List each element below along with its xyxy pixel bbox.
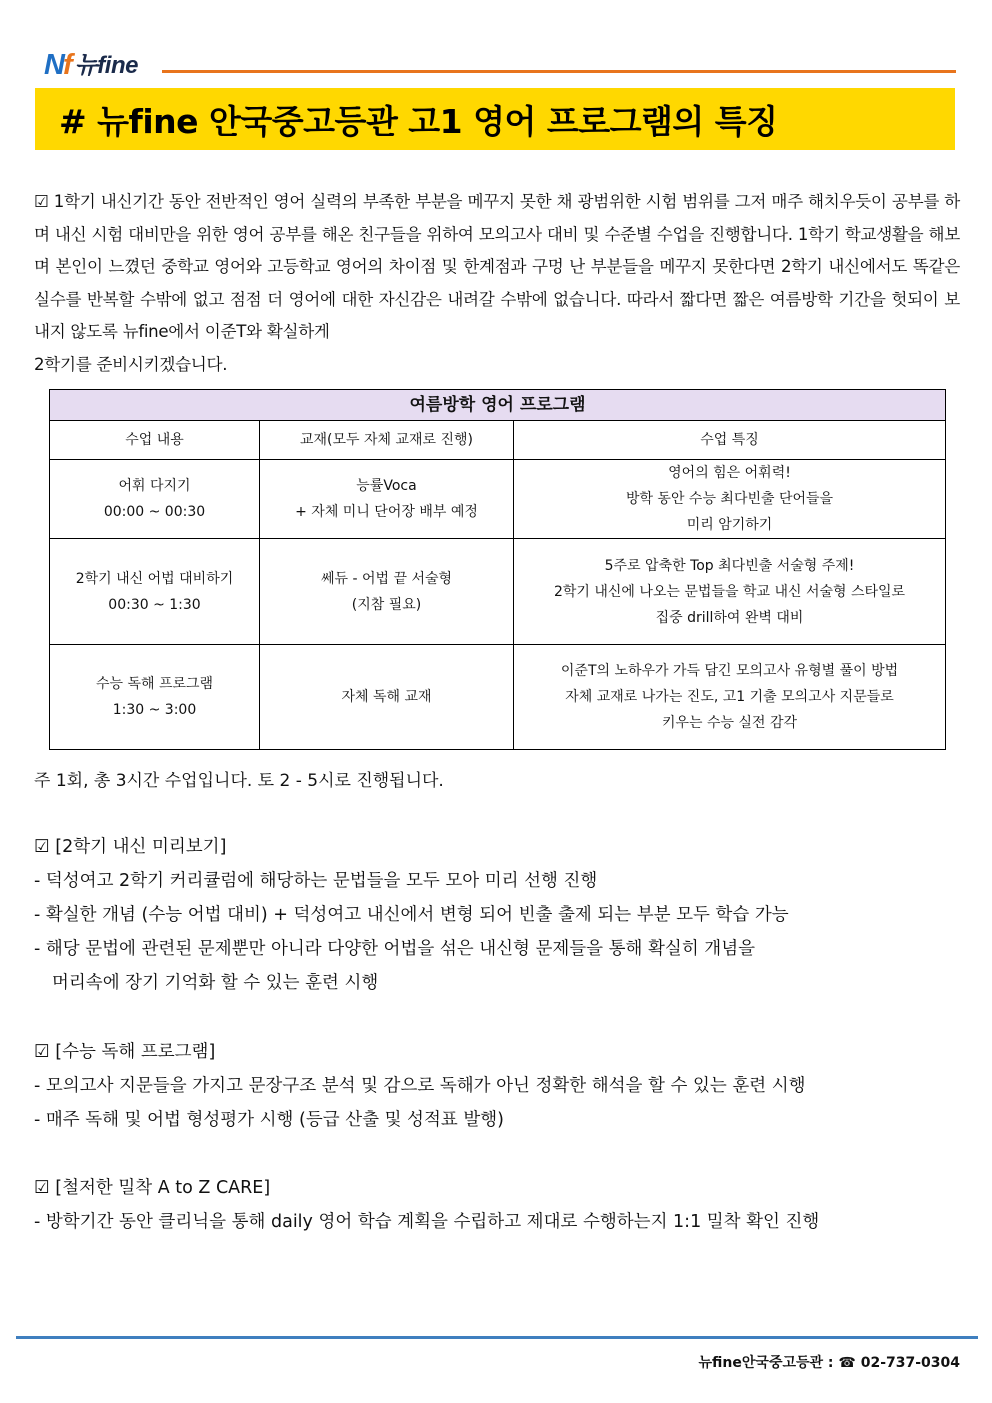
class-time: 00:30 ~ 1:30 [108, 596, 201, 613]
list-item: - 방학기간 동안 클리닉을 통해 daily 영어 학습 계획을 수립하고 제대로 수행하는지 1:1 밀착 확인 진행 [34, 1212, 820, 1232]
table-row [50, 539, 946, 645]
table-caption: 여름방학 영어 프로그램 [50, 390, 946, 421]
table-row [50, 460, 946, 539]
section-semester-preview [34, 830, 789, 1000]
feature-line: 2학기 내신에 나오는 문법들을 학교 내신 서술형 스타일로 [553, 583, 906, 600]
column-header-material: 교재(모두 자체 교재로 진행) [260, 421, 514, 460]
footer-branch: 뉴fine안국중고등관 [698, 1355, 824, 1371]
footer-divider [16, 1336, 978, 1339]
class-name: 어휘 다지기 [118, 478, 191, 494]
intro-paragraph [34, 186, 960, 381]
feature-line: 자체 교재로 나가는 진도, 고1 기출 모의고사 지문들로 [565, 689, 894, 705]
logo-text: 뉴fine [74, 52, 138, 79]
feature-line: 키우는 수능 실전 감각 [661, 715, 798, 731]
program-table [49, 389, 946, 750]
feature-line: 집중 drill하여 완벽 대비 [655, 609, 804, 626]
feature-cell [514, 645, 946, 750]
footer-contact [699, 1352, 960, 1372]
list-item: - 확실한 개념 (수능 어법 대비) + 덕성여고 내신에서 변형 되어 빈출 출제 되는 부분 모두 학습 가능 [34, 905, 789, 925]
intro-last-line: 2학기를 준비시키겠습니다. [34, 354, 228, 374]
list-item: - 해당 문법에 관련된 문제뿐만 아니라 다양한 어법을 섞은 내신형 문제들을 통해 확실히 개념을 [34, 939, 756, 959]
header-divider [162, 70, 956, 73]
feature-line: 영어의 힘은 어휘력! [668, 465, 791, 481]
feature-cell [514, 539, 946, 645]
section-reading-program [34, 1035, 806, 1137]
footer-phone: : ☎ 02-737-0304 [827, 1355, 960, 1371]
intro-text: ☑ 1학기 내신기간 동안 전반적인 영어 실력의 부족한 부분을 메꾸지 못한 채 광범위한 시험 범위를 그저 매주 해치우듯이 공부를 하며 내신 시험 대비만을 위한 영어 공부를 해온 친구들을 위하여 모의고사 대비 및 수준별 수업을 진행합니다. 1학기 학교생활을 해보며 본인이 느꼈던 중학교 영어와 고등학교 영어의 차이점 및 한계점과 구멍 난 부분들을 메꾸지 못한다면 2학기 내신에서도 똑같은 실수를 반복할 수밖에 없고 점점 더 영어에 대한 자신감은 내려갈 수밖에 없습니다. 따라서 짧다면 짧은 여름방학 기간을 헛되이 보내지 않도록 뉴fine에서 이준T와 확실하게 [34, 192, 960, 341]
material-line: 쎄듀 - 어법 끝 서술형 [320, 570, 453, 587]
class-name: 수능 독해 프로그램 [95, 676, 214, 692]
brand-logo [44, 46, 138, 80]
feature-cell [514, 460, 946, 539]
title-banner [35, 88, 955, 150]
material-line: 능률Voca [356, 478, 417, 494]
class-time: 1:30 ~ 3:00 [112, 702, 197, 718]
material-cell [260, 460, 514, 539]
class-content-cell [50, 539, 260, 645]
page-title: # 뉴fine 안국중고등관 고1 영어 프로그램의 특징 [59, 101, 778, 141]
feature-line: 미리 암기하기 [686, 517, 773, 533]
material-line: (지참 필요) [351, 596, 422, 613]
column-header-content: 수업 내용 [50, 421, 260, 460]
class-name: 2학기 내신 어법 대비하기 [75, 570, 234, 587]
logo-mark-icon: Nf [44, 49, 71, 81]
column-header-feature: 수업 특징 [514, 421, 946, 460]
material-line: 자체 독해 교재 [341, 689, 432, 705]
section-title: ☑ [수능 독해 프로그램] [34, 1042, 216, 1062]
material-cell [260, 645, 514, 750]
class-content-cell [50, 645, 260, 750]
section-title: ☑ [철저한 밀착 A to Z CARE] [34, 1178, 271, 1198]
list-item: - 모의고사 지문들을 가지고 문장구조 분석 및 감으로 독해가 아닌 정확한 해석을 할 수 있는 훈련 시행 [34, 1076, 806, 1096]
list-item-continued: 머리속에 장기 기억화 할 수 있는 훈련 시행 [52, 973, 379, 993]
list-item: - 덕성여고 2학기 커리큘럼에 해당하는 문법들을 모두 모아 미리 선행 진행 [34, 871, 598, 891]
schedule-summary: 주 1회, 총 3시간 수업입니다. 토 2 - 5시로 진행됩니다. [34, 771, 444, 791]
section-title: ☑ [2학기 내신 미리보기] [34, 837, 227, 857]
list-item: - 매주 독해 및 어법 형성평가 시행 (등급 산출 및 성적표 발행) [34, 1110, 504, 1130]
feature-line: 5주로 압축한 Top 최다빈출 서술형 주제! [604, 557, 855, 574]
feature-line: 방학 동안 수능 최다빈출 단어들을 [625, 491, 834, 507]
feature-line: 이준T의 노하우가 가득 담긴 모의고사 유형별 풀이 방법 [560, 663, 899, 679]
class-content-cell [50, 460, 260, 539]
class-time: 00:00 ~ 00:30 [103, 504, 206, 520]
material-line: + 자체 미니 단어장 배부 예정 [295, 504, 478, 520]
table-row [50, 645, 946, 750]
section-care [34, 1171, 819, 1239]
material-cell [260, 539, 514, 645]
